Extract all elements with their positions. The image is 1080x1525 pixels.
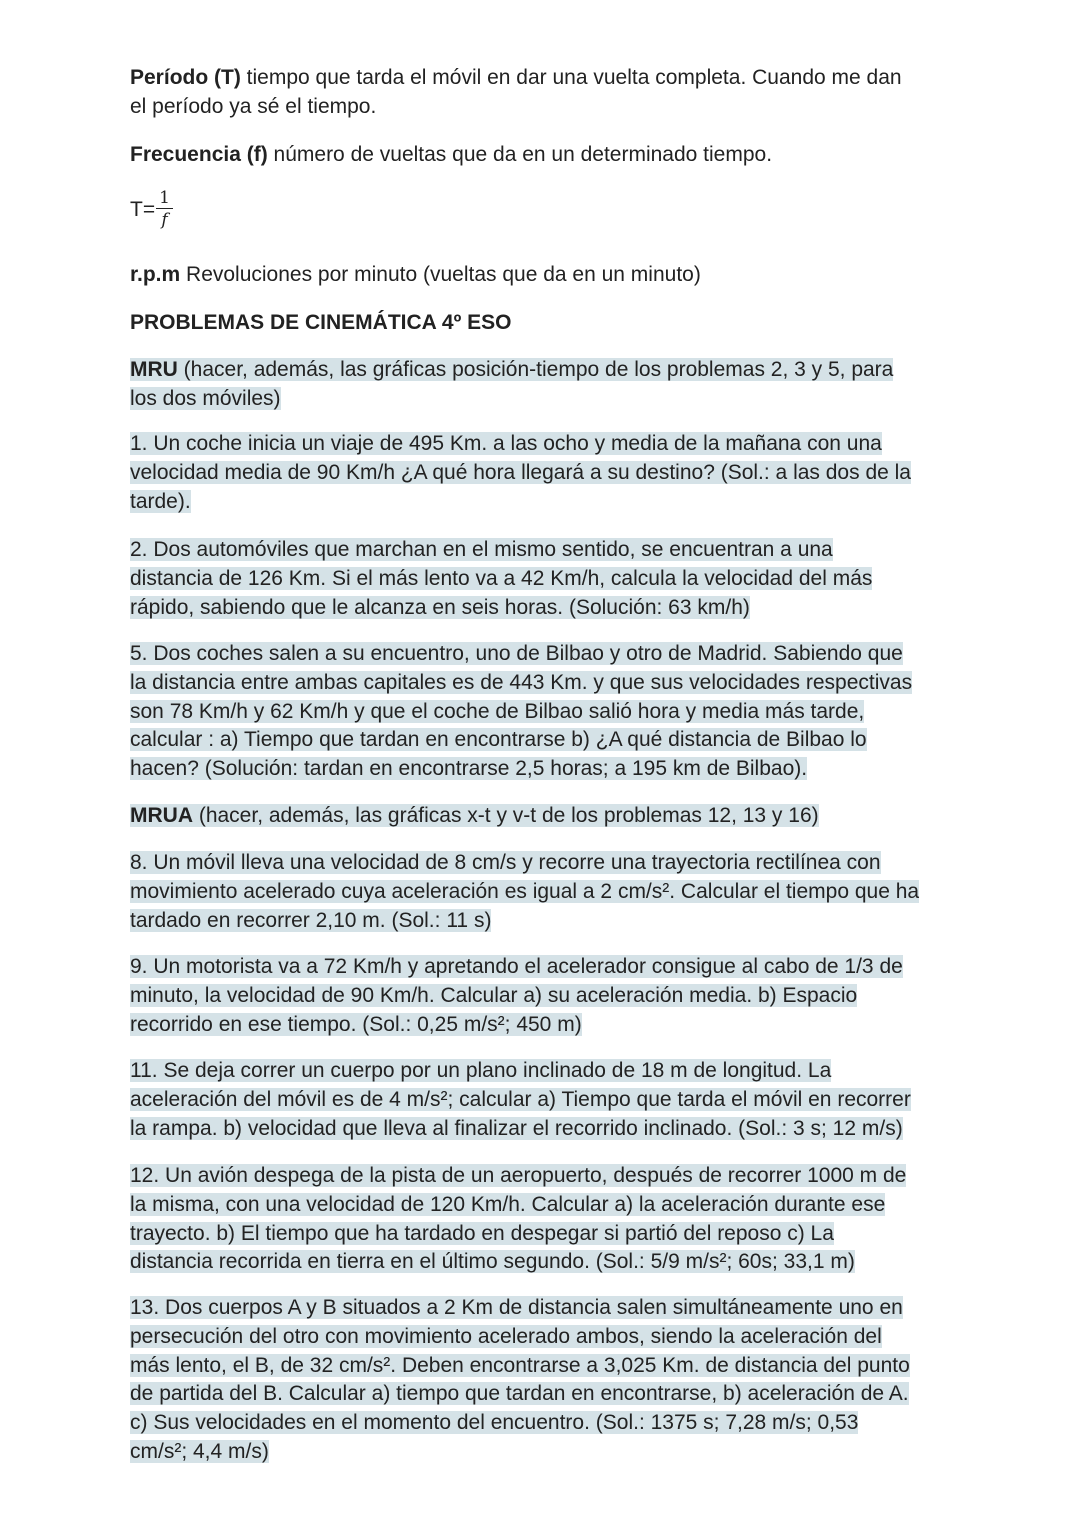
line-text: 12. Un avión despega de la pista de un aeropuerto, después de recorrer 1000 m de [130,1164,907,1187]
paragraph-line [130,981,857,1010]
highlighted-text [130,1250,855,1273]
line-text: 5. Dos coches salen a su encuentro, uno de Bilbao y otro de Madrid. Sabiendo que [130,642,903,665]
highlighted-text [130,880,919,903]
highlighted-text [130,1325,882,1348]
paragraph-line [130,355,893,384]
line-text: los dos móviles) [130,386,281,410]
paragraph-line [130,1351,910,1380]
paragraph-line [130,906,491,935]
paragraph-line [130,458,911,487]
highlighted-text [130,984,857,1007]
paragraph-line [130,1293,903,1322]
highlighted-text [130,955,903,978]
paragraph-line [130,1379,909,1408]
line-text: (hacer, además, las gráficas posición-tiempo de los problemas 2, 3 y 5, para [177,358,894,381]
line-text: recorrido en ese tiempo. (Sol.: 0,25 m/s²; 450 m) [130,1012,582,1036]
paragraph-line [130,1408,858,1437]
highlighted-text [130,1296,903,1319]
highlighted-text [130,804,819,827]
fraction-denominator: f [161,210,168,230]
paragraph-line [130,535,833,564]
formula-lhs: T= [130,197,156,221]
paragraph-line [130,1010,582,1039]
highlighted-text [130,596,750,619]
line-text: distancia recorrida en tierra en el último segundo. (Sol.: 5/9 m/s²; 60s; 33,1 m) [130,1250,855,1274]
paragraph-line [130,639,903,668]
highlighted-text [130,1088,911,1111]
highlighted-text [130,358,893,381]
paragraph-line [130,487,191,516]
line-text: 1. Un coche inicia un viaje de 495 Km. a las ocho y media de la mañana con una [130,432,882,455]
line-text: la distancia entre ambas capitales es de 443 Km. y que sus velocidades respectivas [130,670,913,694]
paragraph-line [130,429,882,458]
fraction-numerator: 1 [156,188,173,209]
paragraph-line [130,260,701,289]
line-text: minuto, la velocidad de 90 Km/h. Calcular a) su aceleración media. b) Espacio [130,983,858,1007]
highlighted-text [130,642,903,665]
line-text: 9. Un motorista va a 72 Km/h y apretando el acelerador consigue al cabo de 1/3 de [130,955,903,978]
bold-term: PROBLEMAS DE CINEMÁTICA 4º ESO [130,311,512,334]
paragraph-line [130,754,807,783]
line-text: 8. Un móvil lleva una velocidad de 8 cm/s y recorre una trayectoria rectilínea con [130,851,881,874]
line-text: el período ya sé el tiempo. [130,94,377,118]
paragraph-line [130,1085,911,1114]
text [130,143,772,166]
line-text: hacen? (Solución: tardan en encontrarse 2,5 horas; a 195 km de Bilbao). [130,757,808,781]
line-text: la rampa. b) velocidad que lleva al finalizar el recorrido inclinado. (Sol.: 3 s; 12 m/s) [130,1116,903,1140]
paragraph-line [130,564,872,593]
highlighted-text [130,1382,909,1405]
paragraph-line [130,1322,882,1351]
line-text: número de vueltas que da en un determinado tiempo. [267,143,773,166]
line-text: rápido, sabiendo que le alcanza en seis horas. (Solución: 63 km/h) [130,595,750,619]
paragraph-line [130,697,864,726]
line-text: aceleración del móvil es de 4 m/s²; calcular a) Tiempo que tarda el móvil en recorrer [130,1087,911,1111]
highlighted-text [130,387,281,410]
line-text: calcular : a) Tiempo que tardan en encontrarse b) ¿A qué distancia de Bilbao lo [130,728,867,752]
line-text: velocidad media de 90 Km/h ¿A qué hora llegará a su destino? (Sol.: a las dos de la [130,460,911,484]
fraction [156,188,173,231]
line-text: de partida del B. Calcular a) tiempo que tardan en encontrarse, b) aceleración de A. [130,1382,909,1406]
paragraph-line [130,1247,855,1276]
line-text: tarde). [130,489,191,513]
bold-term: MRUA [130,804,193,827]
line-text: la misma, con una velocidad de 120 Km/h. Calcular a) la aceleración durante ese [130,1192,886,1216]
line-text: más lento, el B, de 32 cm/s². Deben encontrarse a 3,025 Km. de distancia del punto [130,1353,910,1377]
paragraph-line [130,1190,885,1219]
highlighted-text [130,1411,858,1434]
paragraph-line [130,92,376,121]
line-text: cm/s²; 4,4 m/s) [130,1440,269,1463]
highlighted-text [130,538,833,561]
paragraph-line [130,952,903,981]
highlighted-text [130,909,491,932]
line-text: Revoluciones por minuto (vueltas que da en un minuto) [180,263,701,286]
highlighted-text [130,700,864,723]
highlighted-text [130,1059,831,1082]
paragraph-line [130,877,919,906]
line-text: tiempo que tarda el móvil en dar una vuelta completa. Cuando me dan [240,66,902,89]
bold-term: Frecuencia (f) [130,143,268,166]
highlighted-text [130,1193,885,1216]
highlighted-text [130,1354,910,1377]
bold-term: r.p.m [130,263,181,286]
line-text: 11. Se deja correr un cuerpo por un plano inclinado de 18 m de longitud. La [130,1059,832,1082]
highlighted-text [130,1440,269,1463]
line-text: distancia de 126 Km. Si el más lento va a 42 Km/h, calcula la velocidad del más [130,566,873,590]
highlighted-text [130,1013,582,1036]
line-text: trayecto. b) El tiempo que ha tardado en despegar si partió del reposo c) La [130,1221,834,1245]
line-text: (hacer, además, las gráficas x-t y v-t de los problemas 12, 13 y 16) [193,804,819,827]
text [130,311,511,334]
bold-term: MRU [130,358,178,381]
highlighted-text [130,567,872,590]
highlighted-text [130,851,881,874]
paragraph-line [130,668,912,697]
line-text: 2. Dos automóviles que marchan en el mismo sentido, se encuentran a una [130,538,833,561]
paragraph-line [130,1114,903,1143]
paragraph-line [130,308,511,337]
paragraph-line [130,1161,906,1190]
paragraph-line [130,1437,269,1466]
highlighted-text [130,490,191,513]
paragraph-line [130,725,867,754]
line-text: persecución del otro con movimiento acelerado ambos, siendo la aceleración del [130,1324,882,1348]
paragraph-line [130,848,881,877]
text [130,66,902,89]
paragraph-line [130,593,750,622]
line-text: son 78 Km/h y 62 Km/h y que el coche de Bilbao salió hora y media más tarde, [130,699,865,723]
highlighted-text [130,728,867,751]
paragraph-line [130,1056,831,1085]
paragraph-line [130,63,902,92]
period-formula [130,188,173,231]
highlighted-text [130,671,912,694]
highlighted-text [130,1222,834,1245]
paragraph-line [130,801,819,830]
line-text: c) Sus velocidades en el momento del encuentro. (Sol.: 1375 s; 7,28 m/s; 0,53 [130,1411,859,1435]
line-text: tardado en recorrer 2,10 m. (Sol.: 11 s) [130,908,492,932]
line-text: 13. Dos cuerpos A y B situados a 2 Km de distancia salen simultáneamente uno en [130,1296,903,1319]
paragraph-line [130,1219,834,1248]
highlighted-text [130,757,807,780]
highlighted-text [130,432,882,455]
highlighted-text [130,461,911,484]
text [130,263,701,286]
text [130,95,376,118]
bold-term: Período (T) [130,66,241,89]
paragraph-line [130,140,772,169]
highlighted-text [130,1117,903,1140]
line-text: movimiento acelerado cuya aceleración es igual a 2 cm/s². Calcular el tiempo que ha [130,879,920,903]
paragraph-line [130,384,281,413]
highlighted-text [130,1164,906,1187]
